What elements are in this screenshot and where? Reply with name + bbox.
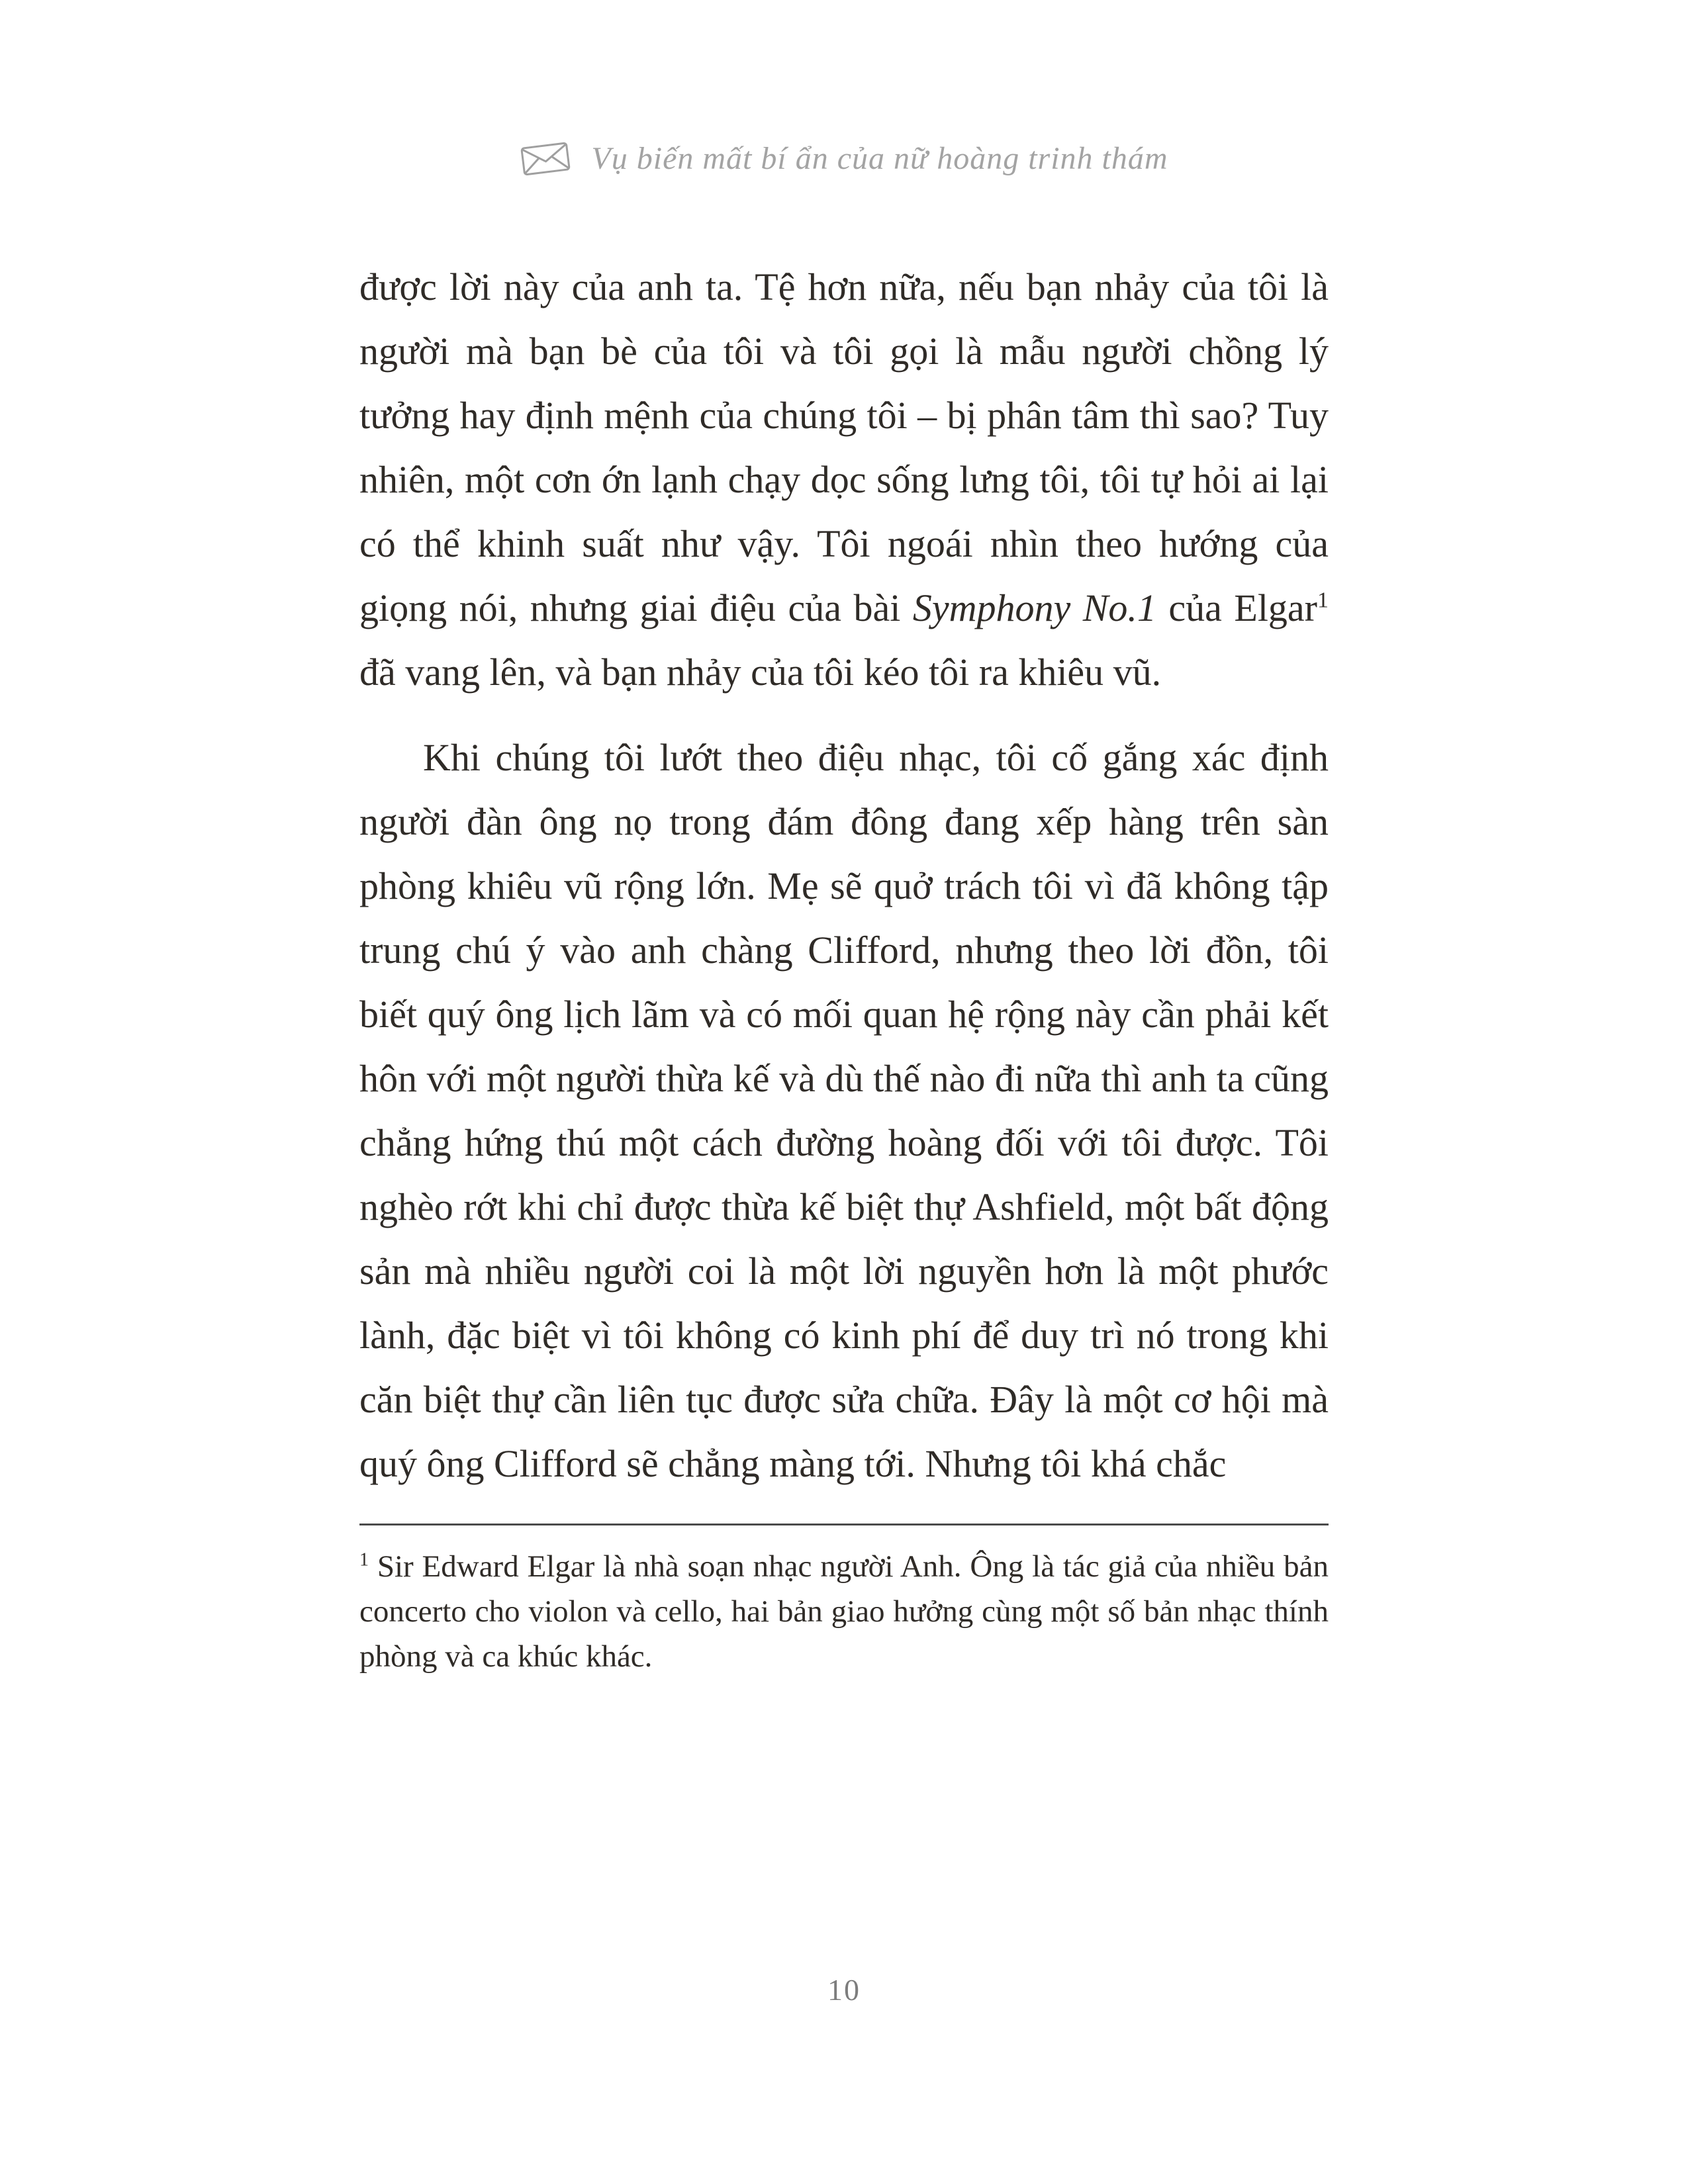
envelope-icon bbox=[518, 138, 573, 179]
paragraph-text: được lời này của anh ta. Tệ hơn nữa, nếu bạn nhảy của tôi là người mà bạn bè của tôi và tôi gọi là mẫu người chồng lý tưởng hay định mệnh của chúng tôi – bị phân tâm thì sao? Tuy nhiên, một cơn ớn lạnh chạy dọc sống lưng tôi, tôi tự hỏi ai lại có thể khinh suất như vậy. Tôi ngoái nhìn theo hướng của giọng nói, nhưng giai điệu của bài bbox=[359, 265, 1329, 629]
footnote-section bbox=[359, 1524, 1329, 1679]
body-paragraph-2: Khi chúng tôi lướt theo điệu nhạc, tôi cố gắng xác định người đàn ông nọ trong đám đông đang xếp hàng trên sàn phòng khiêu vũ rộng lớn. Mẹ sẽ quở trách tôi vì đã không tập trung chú ý vào anh chàng Clifford, nhưng theo lời đồn, tôi biết quý ông lịch lãm và có mối quan hệ rộng này cần phải kết hôn với một người thừa kế và dù thế nào đi nữa thì anh ta cũng chẳng hứng thú một cách đường hoàng đối với tôi được. Tôi nghèo rớt khi chỉ được thừa kế biệt thự Ashfield, một bất động sản mà nhiều người coi là một lời nguyền hơn là một phước lành, đặc biệt vì tôi không có kinh phí để duy trì nó trong khi căn biệt thự cần liên tục được sửa chữa. Đây là một cơ hội mà quý ông Clifford sẽ chẳng màng tới. Nhưng tôi khá chắc bbox=[359, 736, 1329, 1485]
paragraph-text: đã vang lên, và bạn nhảy của tôi kéo tôi ra khiêu vũ. bbox=[359, 651, 1162, 694]
paragraph-text: của Elgar bbox=[1156, 586, 1317, 629]
body-paragraph-1 bbox=[359, 255, 1329, 704]
footnote-divider bbox=[359, 1524, 1329, 1525]
footnote-reference: 1 bbox=[1317, 588, 1329, 613]
running-header bbox=[359, 140, 1329, 177]
symphony-title-italic: Symphony No.1 bbox=[912, 586, 1156, 629]
footnote-text: Sir Edward Elgar là nhà soạn nhạc người Anh. Ông là tác giả của nhiều bản concerto cho violon và cello, hai bản giao hưởng cùng một số bản nhạc thính phòng và ca khúc khác. bbox=[359, 1549, 1329, 1674]
text-column bbox=[359, 0, 1329, 1679]
page-number: 10 bbox=[827, 1973, 861, 2007]
footnote bbox=[359, 1544, 1329, 1679]
body-text bbox=[359, 255, 1329, 1496]
footnote-marker: 1 bbox=[359, 1549, 369, 1570]
running-header-title: Vụ biến mất bí ẩn của nữ hoàng trinh thám bbox=[591, 141, 1168, 176]
